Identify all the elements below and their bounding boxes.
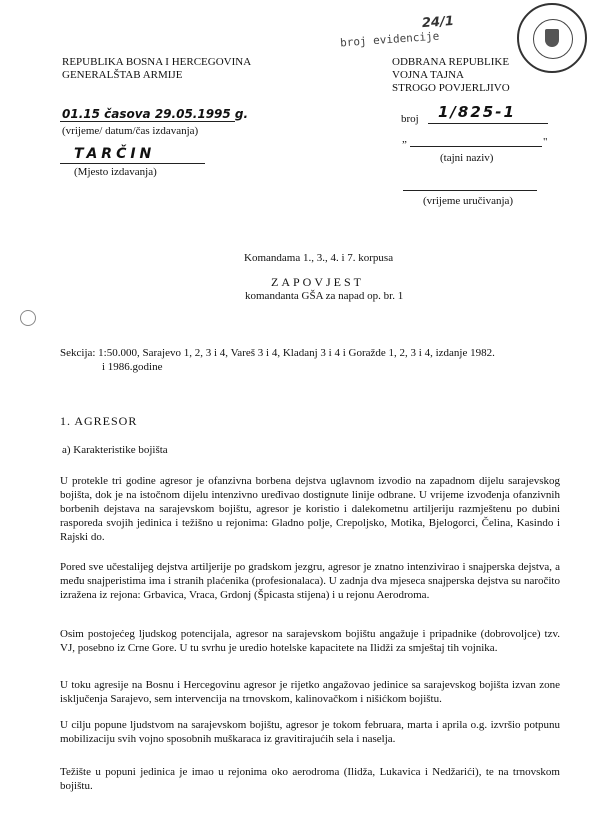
section-heading-aggressor: 1. AGRESOR bbox=[60, 414, 138, 428]
paragraph-6: Težište u popuni jedinica je imao u rejonima oko aerodroma (Ilidža, Lukavica i Nedžarići), te na trnovskom bojištu. bbox=[60, 766, 560, 792]
paragraph-1: U protekle tri godine agresor je ofanzivna borbena dejstva uglavnom izvodio na zapadnom dijelu sarajevskog bojišta, dok je na istočnom dijelu intenzivno uređivao dostignute linije odbrane. U vrijeme izvođenja ofanzivnih borbenih dejstava na sarajevskom bojištu, agresor je koristio i dalekometnu artiljeriju razmještenu po dubini rasporeda svojih jedinica i težišno u rejonima: Gladno polje, Crepoljsko, Motika, Bjelogorci, Čelina, Kasindo i Rajski do. bbox=[60, 475, 560, 543]
round-seal-icon bbox=[517, 3, 587, 73]
paragraph-4: U toku agresije na Bosnu i Hercegovinu agresor je rijetko angažovao jedinice sa sarajevskog bojišta izvan zone isključenja Sarajevo, sem intervencija na trnovskom, kalinovačkom i nišićkom bojištu. bbox=[60, 679, 560, 705]
punch-hole-icon bbox=[20, 310, 36, 326]
evidence-stamp-text: broj evidencije bbox=[339, 29, 440, 50]
general-staff-name: GENERALŠTAB ARMIJE bbox=[62, 69, 183, 81]
delivery-time-label: (vrijeme uručivanja) bbox=[423, 195, 514, 207]
quote-open: „ bbox=[402, 133, 407, 145]
order-title: ZAPOVJEST bbox=[271, 275, 365, 289]
issue-time-date-handwritten: 01.15 časova 29.05.1995 g. bbox=[62, 107, 249, 121]
document-number-handwritten: 1/825-1 bbox=[438, 103, 516, 121]
paragraph-3: Osim postojećeg ljudskog potencijala, agresor na sarajevskom bojištu angažuje i pripadnike (dobrovoljce) tzv. VJ, posebno iz Crne Gore. U tu svrhu je uredio hotelske kapacitete na Ilidži za smještaj tih vojnika. bbox=[60, 628, 560, 654]
defense-label: ODBRANA REPUBLIKE bbox=[392, 56, 510, 68]
map-sections-line1: Sekcija: 1:50.000, Sarajevo 1, 2, 3 i 4, Vareš 3 i 4, Kladanj 3 i 4 i Goražde 1, 2, 3 i 4, izdanje 1982. bbox=[60, 347, 495, 359]
order-subtitle: komandanta GŠA za napad op. br. 1 bbox=[245, 290, 404, 302]
paragraph-2: Pored sve učestalijeg dejstva artiljerije po gradskom jezgru, agresor je znatno intenzivirao i snajperska dejstva, a među snajperistima ima i stranih plaćenika (profesionalaca). U zadnja dva mjeseca snajperska dejstva su naročito izražena iz rejona: Grbavica, Vraca, Grdonj (Špicasta stijena) i u rejonu Aerodroma. bbox=[60, 561, 560, 601]
issue-time-date-label: (vrijeme/ datum/čas izdavanja) bbox=[62, 125, 199, 137]
map-sections-line2: i 1986.godine bbox=[102, 361, 163, 373]
subsection-heading: a) Karakteristike bojišta bbox=[62, 444, 168, 456]
paragraph-5: U cilju popune ljudstvom na sarajevskom bojištu, agresor je tokom februara, marta i aprila o.g. izvršio potpunu mobilizaciju svih vojno sposobnih muškaraca iz gravitirajućih sela i naselja. bbox=[60, 719, 560, 745]
republic-name: REPUBLIKA BOSNA I HERCEGOVINA bbox=[62, 56, 252, 68]
quote-close: " bbox=[543, 136, 548, 148]
evidence-stamp-number: 24/1 bbox=[421, 13, 455, 32]
issue-place-handwritten: TARČIN bbox=[74, 146, 156, 162]
strictly-confidential-label: STROGO POVJERLJIVO bbox=[392, 82, 510, 94]
addressees: Komandama 1., 3., 4. i 7. korpusa bbox=[244, 252, 394, 264]
number-label: broj bbox=[401, 113, 419, 125]
secret-name-label: (tajni naziv) bbox=[440, 152, 494, 164]
military-secret-label: VOJNA TAJNA bbox=[392, 69, 464, 81]
issue-place-label: (Mjesto izdavanja) bbox=[74, 166, 157, 178]
